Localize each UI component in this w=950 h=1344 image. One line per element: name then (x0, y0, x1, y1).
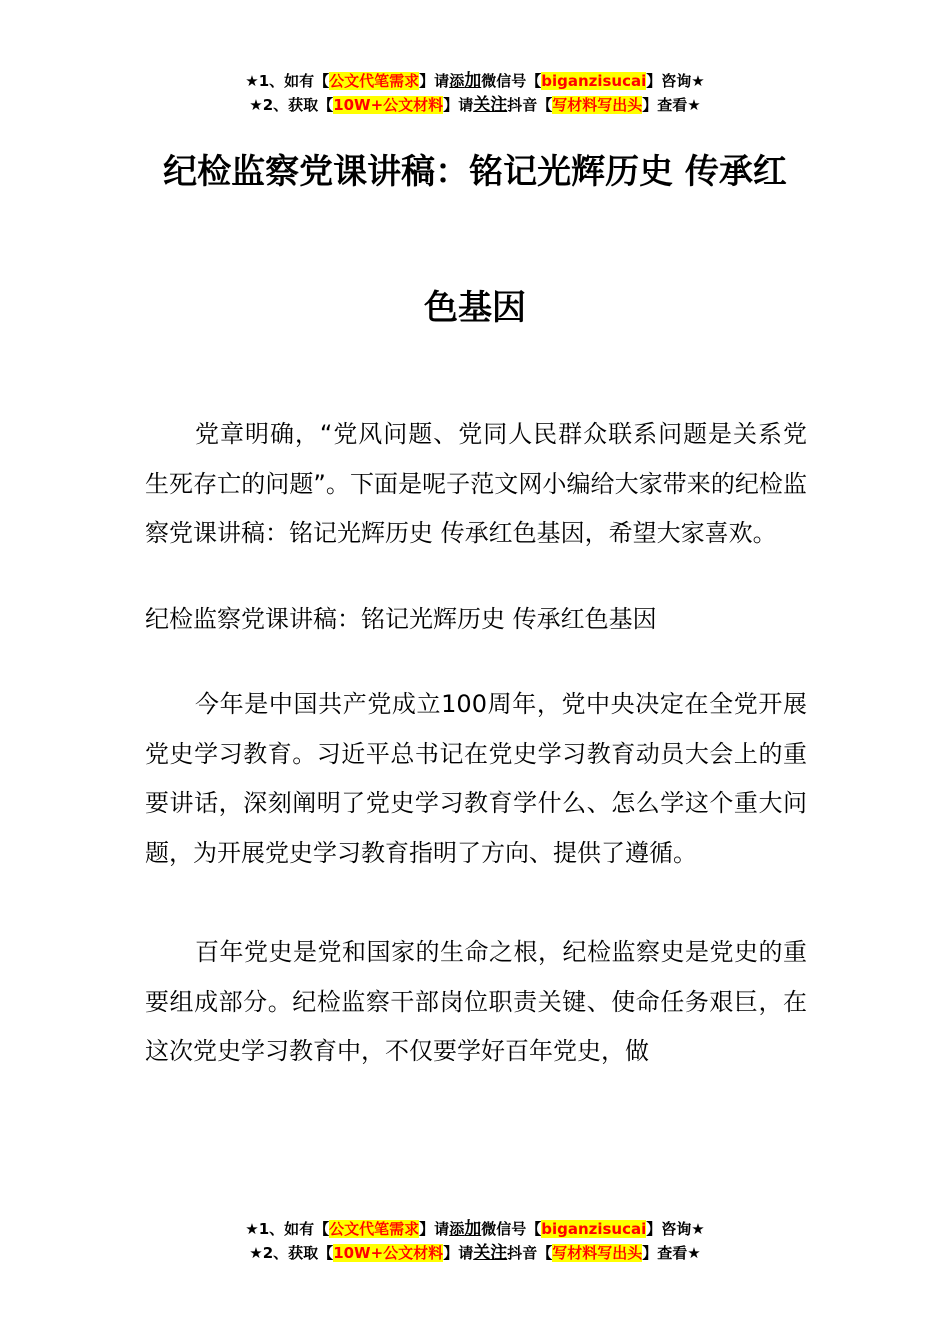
banner-text: 】咨询★ (646, 72, 705, 90)
document-title (145, 140, 805, 340)
banner-highlight: 公文代笔需求 (329, 1220, 420, 1238)
banner-highlight: 10W+公文材料 (333, 1244, 444, 1262)
banner-text: 】请 (443, 1244, 474, 1262)
banner-text: 关注 (473, 1243, 508, 1263)
banner-text: 】查看★ (642, 1244, 701, 1262)
banner-text: 】查看★ (642, 96, 701, 114)
title-line-2: 色基因 (424, 288, 526, 328)
banner-text: ★1、如有【 (245, 1220, 330, 1238)
banner-highlight: 公文代笔需求 (329, 72, 420, 90)
banner-line-2 (0, 1241, 950, 1265)
banner-text: 关注 (473, 95, 508, 115)
banner-text: 】请 (419, 1220, 450, 1238)
paragraph: 党章明确，“党风问题、党同人民群众联系问题是关系党生死存亡的问题”。下面是呢子范文网小编给大家带来的纪检监察党课讲稿：铭记光辉历史 传承红色基因，希望大家喜欢。 (145, 420, 807, 547)
banner-line-1 (0, 69, 950, 93)
banner-wechat-id: biganzisucai (541, 72, 647, 90)
banner-wechat-id: biganzisucai (541, 1220, 647, 1238)
banner-text: 加 (464, 71, 482, 91)
footer-ad-banner (0, 1217, 950, 1265)
banner-text: 】咨询★ (646, 1220, 705, 1238)
banner-text: 加 (464, 1219, 482, 1239)
header-ad-banner (0, 69, 950, 117)
banner-text: 微信号【 (481, 1220, 542, 1238)
title-line-1: 纪检监察党课讲稿：铭记光辉历史 传承红 (163, 152, 787, 192)
paragraph: 百年党史是党和国家的生命之根，纪检监察史是党史的重要组成部分。纪检监察干部岗位职责关键、使命任务艰巨，在这次党史学习教育中，不仅要学好百年党史，做 (145, 938, 807, 1065)
banner-text: 添 (449, 1220, 465, 1238)
banner-text: 抖音【 (507, 96, 553, 114)
banner-text: 微信号【 (481, 72, 542, 90)
banner-text: 】请 (443, 96, 474, 114)
document-body (145, 410, 807, 1077)
banner-text: ★2、获取【 (249, 96, 334, 114)
banner-douyin-id: 写材料写出头 (552, 96, 643, 114)
banner-douyin-id: 写材料写出头 (552, 1244, 643, 1262)
banner-text: ★2、获取【 (249, 1244, 334, 1262)
banner-text: 抖音【 (507, 1244, 553, 1262)
subheading: 纪检监察党课讲稿：铭记光辉历史 传承红色基因 (145, 604, 657, 633)
banner-line-1 (0, 1217, 950, 1241)
banner-text: 添 (449, 72, 465, 90)
banner-text: 】请 (419, 72, 450, 90)
paragraph: 今年是中国共产党成立100周年，党中央决定在全党开展党史学习教育。习近平总书记在党史学习教育动员大会上的重要讲话，深刻阐明了党史学习教育学什么、怎么学这个重大问题，为开展党史学习教育指明了方向、提供了遵循。 (145, 690, 807, 867)
banner-text: ★1、如有【 (245, 72, 330, 90)
banner-line-2 (0, 93, 950, 117)
banner-highlight: 10W+公文材料 (333, 96, 444, 114)
